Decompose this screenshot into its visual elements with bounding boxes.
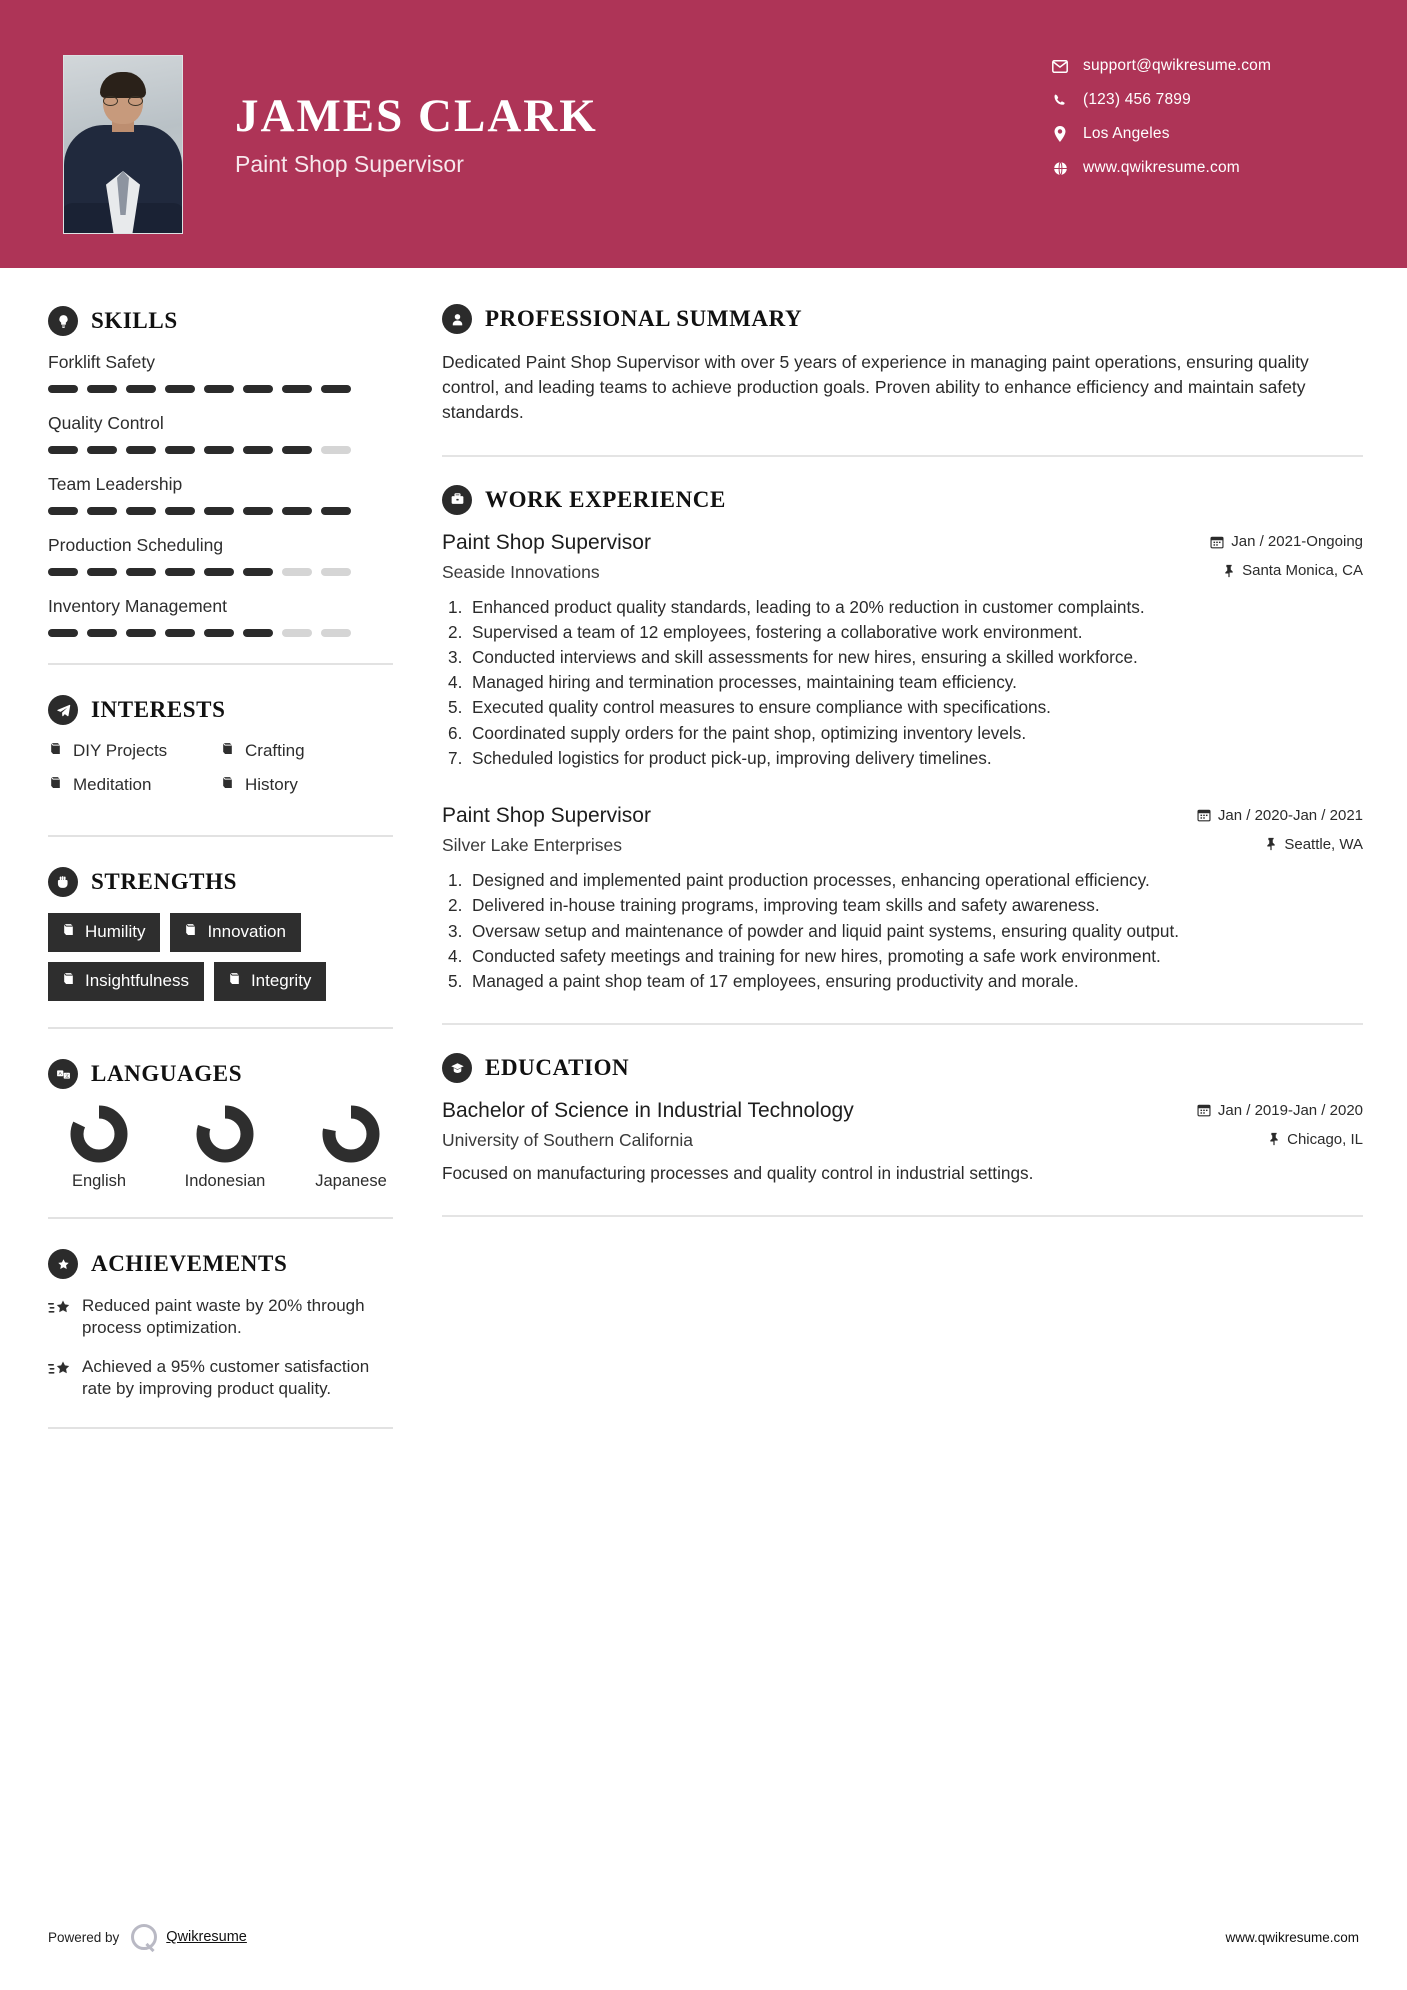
skill-rating-segment (48, 568, 78, 576)
book-icon (48, 775, 63, 795)
experience-date (1197, 807, 1363, 824)
education-heading (442, 1053, 1363, 1083)
skill-rating-segment (204, 446, 234, 454)
phone-icon (1047, 93, 1073, 108)
person-icon (442, 304, 472, 334)
skill-rating-segment (165, 446, 195, 454)
svg-text:A: A (58, 1071, 62, 1077)
education-entry (442, 1099, 1363, 1185)
section-strengths (48, 867, 400, 1001)
experience-bullet: Delivered in-house training programs, improving team skills and safety awareness. (472, 895, 1100, 916)
sidebar (0, 268, 400, 1459)
main-content (400, 268, 1407, 1459)
section-skills (48, 306, 400, 637)
interest-item (220, 741, 392, 761)
experience-location-value: Seattle, WA (1284, 835, 1363, 853)
skill-rating-segment (204, 507, 234, 515)
divider (442, 1215, 1363, 1217)
education-title: EDUCATION (485, 1055, 630, 1081)
skill-rating-segment (243, 385, 273, 393)
strength-tag (48, 962, 204, 1001)
avatar (63, 55, 183, 234)
experience-company: Silver Lake Enterprises (442, 835, 622, 856)
resume-body (0, 268, 1407, 1459)
divider (48, 1427, 393, 1429)
shooting-star-icon (48, 1295, 82, 1340)
contact-website-value[interactable]: www.qwikresume.com (1083, 159, 1240, 176)
skill-rating-segment (165, 629, 195, 637)
strength-tag (170, 913, 300, 952)
skill-rating-segment (87, 568, 117, 576)
skill-rating-segment (87, 385, 117, 393)
experience-bullet: Designed and implemented paint production processes, enhancing operational efficiency. (472, 870, 1150, 891)
achievement-item (48, 1295, 400, 1340)
book-icon (183, 922, 198, 942)
experience-heading (442, 485, 1363, 515)
pin-icon (1223, 564, 1235, 578)
language-item (54, 1105, 144, 1191)
experience-bullets (442, 869, 1363, 993)
divider (48, 663, 393, 665)
contact-email[interactable] (1047, 57, 1347, 75)
skill-rating-segment (204, 629, 234, 637)
education-date-value: Jan / 2019-Jan / 2020 (1217, 1101, 1363, 1119)
skills-list (48, 352, 400, 637)
qwikresume-logo-icon (131, 1924, 157, 1950)
language-label: Japanese (315, 1172, 387, 1190)
strength-label: Humility (85, 922, 146, 941)
skill-rating (48, 568, 400, 576)
education-degree: Bachelor of Science in Industrial Technology (442, 1099, 854, 1123)
experience-company: Seaside Innovations (442, 561, 600, 582)
experience-job-title: Paint Shop Supervisor (442, 804, 651, 828)
experience-location-value: Santa Monica, CA (1242, 562, 1363, 580)
skill-rating-segment (48, 446, 78, 454)
contact-website[interactable] (1047, 159, 1347, 177)
interest-item (48, 741, 220, 761)
resume-header (0, 0, 1407, 268)
interest-item (48, 775, 220, 795)
location-pin-icon (1047, 126, 1073, 142)
language-donut-chart (322, 1105, 380, 1163)
experience-bullet: Enhanced product quality standards, leading to a 20% reduction in customer complaints. (472, 596, 1145, 617)
education-school: University of Southern California (442, 1130, 693, 1151)
skill-label: Inventory Management (48, 596, 227, 616)
experience-bullet: Oversaw setup and maintenance of powder and liquid paint systems, ensuring quality output. (472, 920, 1180, 941)
contact-phone-value: (123) 456 7899 (1083, 91, 1191, 108)
skill-rating-segment (165, 507, 195, 515)
experience-company-row (442, 562, 1363, 583)
education-list (442, 1099, 1363, 1185)
summary-title: PROFESSIONAL SUMMARY (485, 306, 803, 331)
education-school-row (442, 1130, 1363, 1151)
skill-rating-segment (282, 629, 312, 637)
skill-rating-segment (87, 446, 117, 454)
strengths-title: STRENGTHS (91, 869, 238, 894)
language-donut-chart (70, 1105, 128, 1163)
skill-rating-segment (243, 446, 273, 454)
achievement-item (48, 1356, 400, 1401)
book-icon (48, 741, 63, 761)
qwikresume-link[interactable]: Qwikresume (166, 1929, 247, 1945)
summary-heading (442, 304, 1363, 334)
education-location (1268, 1131, 1363, 1148)
paper-plane-icon (48, 695, 78, 725)
achievement-text: Reduced paint waste by 20% through process optimization. (82, 1296, 365, 1338)
skill-rating (48, 446, 400, 454)
summary-text: Dedicated Paint Shop Supervisor with over 5 years of experience in managing paint operations, ensuring quality control, and leading teams to achieve production goals. Proven ability to enhance efficiency and maintain safety standards. (442, 352, 1309, 422)
translate-icon (48, 1059, 78, 1089)
experience-bullet: Managed hiring and termination processes, maintaining team efficiency. (472, 672, 1017, 693)
strength-label: Innovation (207, 922, 286, 941)
section-achievements (48, 1249, 400, 1401)
skill-rating-segment (165, 385, 195, 393)
languages-title: LANGUAGES (91, 1061, 243, 1086)
strength-label: Integrity (250, 971, 312, 990)
section-education (442, 1053, 1363, 1185)
skill-rating-segment (204, 385, 234, 393)
language-label: English (71, 1172, 127, 1190)
experience-title-row (442, 804, 1363, 828)
interest-item (220, 775, 392, 795)
skill-rating-segment (321, 629, 351, 637)
skill-label: Team Leadership (48, 474, 183, 494)
skill-rating-segment (48, 629, 78, 637)
interest-label: DIY Projects (73, 741, 168, 760)
skill-rating-segment (126, 385, 156, 393)
divider (442, 455, 1363, 457)
fist-icon (48, 867, 78, 897)
language-item (180, 1105, 270, 1191)
interests-heading (48, 695, 400, 725)
skill-rating-segment (87, 629, 117, 637)
experience-bullet: Coordinated supply orders for the paint shop, optimizing inventory levels. (472, 722, 1027, 743)
skill-label: Quality Control (48, 413, 164, 433)
page-footer (0, 1924, 1407, 1950)
interest-label: Meditation (73, 775, 152, 794)
experience-bullet: Scheduled logistics for product pick-up, improving delivery timelines. (472, 747, 992, 768)
experience-title: WORK EXPERIENCE (485, 486, 726, 512)
skill-rating-segment (243, 568, 273, 576)
experience-job-title: Paint Shop Supervisor (442, 530, 651, 554)
achievements-list (48, 1295, 400, 1401)
experience-bullet: Executed quality control measures to ensure compliance with specifications. (472, 697, 1051, 718)
book-icon (227, 971, 242, 991)
interest-label: Crafting (245, 741, 305, 760)
book-icon (61, 971, 76, 991)
experience-bullet: Conducted safety meetings and training for new hires, promoting a safe work environment. (472, 945, 1161, 966)
book-icon (220, 741, 235, 761)
skill-item (48, 474, 400, 515)
shooting-star-icon (48, 1356, 82, 1401)
strength-label: Insightfulness (85, 971, 189, 990)
skill-rating-segment (321, 507, 351, 515)
globe-icon (1047, 161, 1073, 176)
calendar-icon (1210, 535, 1224, 549)
languages-heading (48, 1059, 400, 1089)
page-title: JAMES CLARK (235, 90, 598, 142)
skill-rating-segment (321, 446, 351, 454)
divider (48, 1217, 393, 1219)
section-interests (48, 695, 400, 809)
experience-entry (442, 804, 1363, 993)
experience-date-value: Jan / 2020-Jan / 2021 (1217, 806, 1363, 824)
contact-email-value: support@qwikresume.com (1083, 57, 1272, 74)
calendar-icon (1197, 808, 1211, 822)
skill-label: Production Scheduling (48, 535, 224, 555)
skill-rating-segment (126, 446, 156, 454)
skill-item (48, 413, 400, 454)
footer-website[interactable]: www.qwikresume.com (1225, 1929, 1359, 1945)
divider (48, 1027, 393, 1029)
skill-item (48, 352, 400, 393)
skill-rating-segment (48, 507, 78, 515)
education-description: Focused on manufacturing processes and quality control in industrial settings. (442, 1163, 1034, 1184)
job-role-subtitle: Paint Shop Supervisor (235, 151, 464, 177)
language-item (306, 1105, 396, 1191)
skill-rating-segment (282, 568, 312, 576)
briefcase-icon (442, 485, 472, 515)
divider (442, 1023, 1363, 1025)
education-location-value: Chicago, IL (1287, 1130, 1363, 1148)
pin-icon (1265, 837, 1277, 851)
experience-bullet: Supervised a team of 12 employees, fostering a collaborative work environment. (472, 621, 1083, 642)
education-date (1197, 1102, 1363, 1119)
experience-bullet: Conducted interviews and skill assessments for new hires, ensuring a skilled workforce. (472, 646, 1138, 667)
skill-item (48, 596, 400, 637)
interests-list (48, 741, 400, 809)
strength-tag (48, 913, 160, 952)
skill-rating (48, 507, 400, 515)
jobs-list (442, 531, 1363, 994)
interest-label: History (245, 775, 298, 794)
lightbulb-icon (48, 306, 78, 336)
experience-entry (442, 531, 1363, 771)
skill-rating-segment (48, 385, 78, 393)
star-badge-icon (48, 1249, 78, 1279)
skill-rating-segment (282, 507, 312, 515)
pin-icon (1268, 1132, 1280, 1146)
divider (48, 835, 393, 837)
language-label: Indonesian (184, 1172, 266, 1190)
identity-block (235, 55, 598, 178)
achievement-text: Achieved a 95% customer satisfaction rate by improving product quality. (82, 1356, 370, 1399)
skills-title: SKILLS (91, 308, 178, 333)
skill-rating (48, 385, 400, 393)
envelope-icon (1047, 60, 1073, 73)
language-donut-chart (196, 1105, 254, 1163)
contact-phone[interactable] (1047, 91, 1347, 109)
education-title-row (442, 1099, 1363, 1123)
achievements-title: ACHIEVEMENTS (91, 1251, 288, 1276)
skill-rating-segment (165, 568, 195, 576)
experience-bullet: Managed a paint shop team of 17 employees, ensuring productivity and morale. (472, 970, 1079, 991)
skill-rating-segment (243, 629, 273, 637)
strengths-heading (48, 867, 400, 897)
experience-bullets (442, 596, 1363, 771)
skill-rating-segment (243, 507, 273, 515)
skill-rating-segment (204, 568, 234, 576)
skill-rating-segment (126, 568, 156, 576)
experience-company-row (442, 835, 1363, 856)
section-work-experience (442, 485, 1363, 994)
svg-text:文: 文 (63, 1074, 69, 1080)
skill-rating-segment (126, 629, 156, 637)
contact-list (1047, 55, 1347, 177)
experience-location (1223, 562, 1363, 579)
achievements-heading (48, 1249, 400, 1279)
powered-by (48, 1924, 247, 1950)
experience-title-row (442, 531, 1363, 555)
languages-list (48, 1105, 400, 1191)
contact-location-value: Los Angeles (1083, 125, 1170, 142)
experience-date-value: Jan / 2021-Ongoing (1231, 533, 1363, 551)
strengths-list (48, 913, 400, 1001)
skills-heading (48, 306, 400, 336)
strength-tag (214, 962, 326, 1001)
experience-date (1210, 533, 1363, 550)
skill-rating-segment (282, 446, 312, 454)
skill-label: Forklift Safety (48, 352, 155, 372)
contact-location (1047, 125, 1347, 143)
skill-item (48, 535, 400, 576)
skill-rating-segment (87, 507, 117, 515)
skill-rating-segment (321, 385, 351, 393)
graduation-icon (442, 1053, 472, 1083)
section-languages (48, 1059, 400, 1191)
interests-title: INTERESTS (91, 697, 226, 722)
section-professional-summary (442, 304, 1363, 425)
skill-rating-segment (321, 568, 351, 576)
experience-location (1265, 836, 1363, 853)
book-icon (61, 922, 76, 942)
powered-by-label: Powered by (48, 1929, 120, 1945)
skill-rating (48, 629, 400, 637)
skill-rating-segment (282, 385, 312, 393)
calendar-icon (1197, 1103, 1211, 1117)
book-icon (220, 775, 235, 795)
skill-rating-segment (126, 507, 156, 515)
